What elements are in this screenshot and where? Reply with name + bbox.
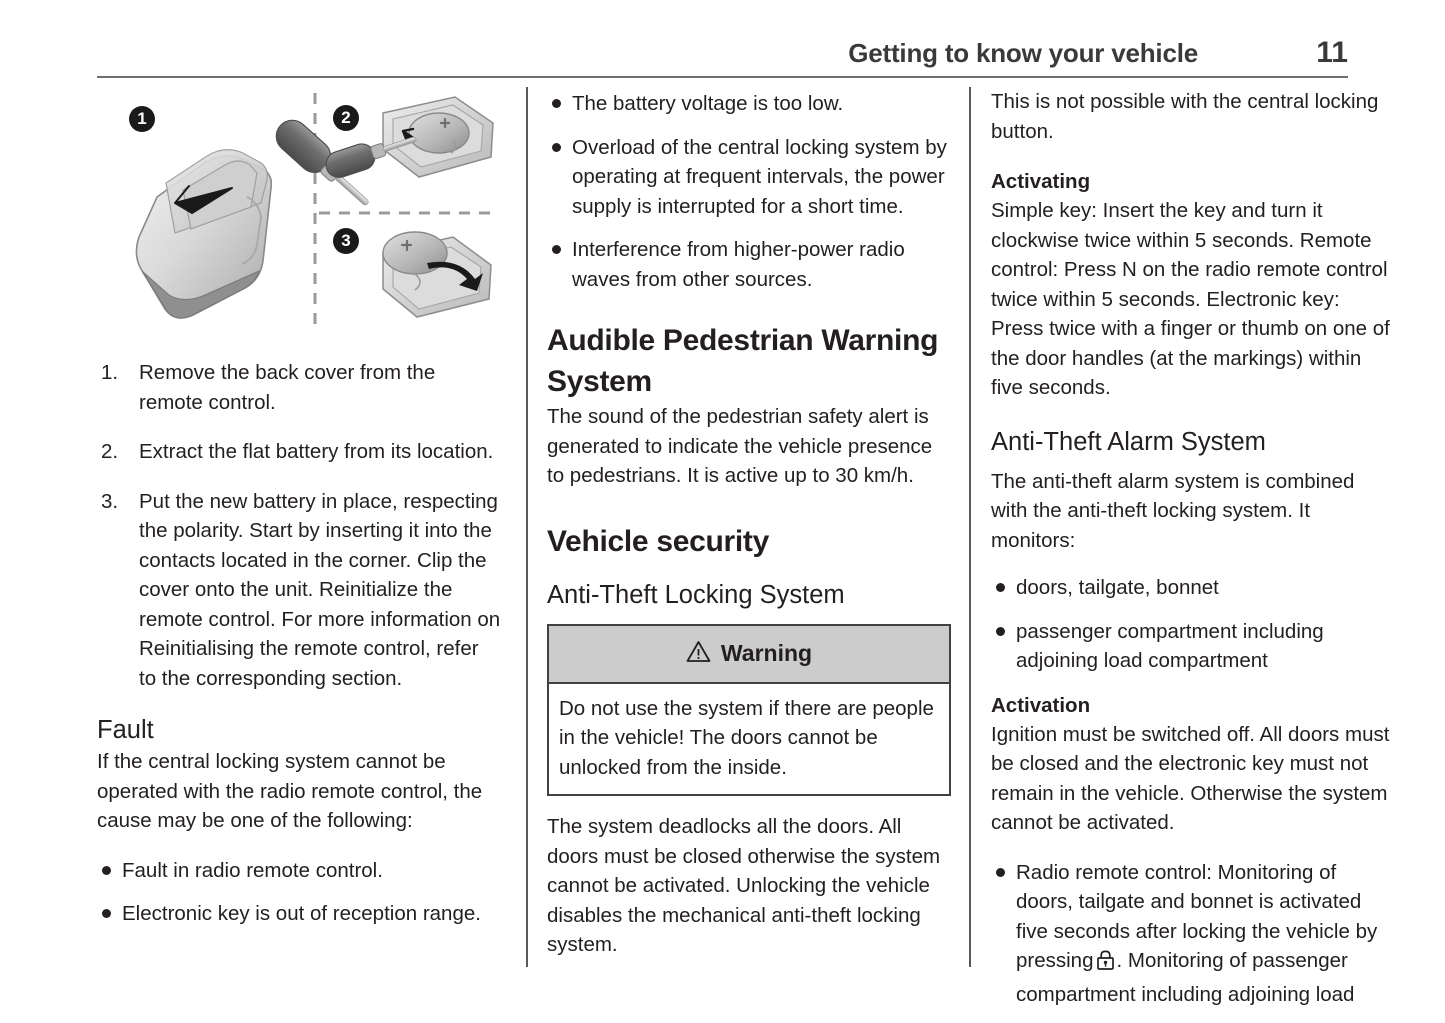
bullet-dot-icon xyxy=(996,627,1005,636)
list-item xyxy=(991,573,1395,603)
list-item xyxy=(97,437,501,467)
bullet-dot-icon xyxy=(996,583,1005,592)
list-item xyxy=(547,89,951,119)
activation-details-list xyxy=(991,858,1395,1010)
list-item-text: passenger compartment including adjoining load compartment xyxy=(1016,619,1324,672)
step-text: Extract the flat battery from its location. xyxy=(139,440,494,463)
column-divider-right xyxy=(969,87,971,967)
anti-theft-locking-system-heading: Anti-Theft Locking System xyxy=(547,580,845,609)
bullet-dot-icon xyxy=(552,245,561,254)
audible-pedestrian-warning-text: The sound of the pedestrian safety alert is generated to indicate the vehicle presence to pedestrians. It is active up to 30 km/h. xyxy=(547,405,933,487)
vehicle-security-heading: Vehicle security xyxy=(547,524,770,558)
header-divider-rule xyxy=(97,76,1348,78)
bullet-dot-icon xyxy=(102,909,111,918)
bullet-dot-icon xyxy=(552,143,561,152)
remote-control-battery-replacement-diagram xyxy=(97,85,501,340)
page-columns xyxy=(0,85,1445,1006)
fault-causes-continued-list xyxy=(547,89,951,294)
list-item-text: The battery voltage is too low. xyxy=(572,92,844,115)
list-item-text: Overload of the central locking system by operating at frequent intervals, the power supply is interrupted for a short time. xyxy=(572,135,947,218)
audible-pedestrian-warning-heading: Audible Pedestrian Warning System xyxy=(547,324,939,398)
anti-theft-alarm-text: The anti-theft alarm system is combined with the anti-theft locking system. It monitors: xyxy=(991,469,1355,552)
list-item xyxy=(97,899,501,929)
fault-heading: Fault xyxy=(97,716,154,744)
page-title: Getting to know your vehicle xyxy=(848,38,1198,68)
warning-triangle-icon xyxy=(686,640,711,668)
column-left xyxy=(97,85,501,943)
list-item-text-part1: Radio remote control: Monitoring of doors, tailgate and bonnet is activated five seconds after locking the vehicle xyxy=(1016,860,1362,943)
list-item xyxy=(97,856,501,886)
activation-text: Ignition must be switched off. All doors must be closed and the electronic key must not remain in the vehicle. Otherwise the system cannot be activated. xyxy=(991,722,1390,834)
bullet-dot-icon xyxy=(102,866,111,875)
list-item xyxy=(97,358,501,417)
activation-heading: Activation xyxy=(991,693,1091,717)
column-right xyxy=(991,85,1395,1023)
bullet-dot-icon xyxy=(552,99,561,108)
deadlock-description-text: The system deadlocks all the doors. All doors must be closed otherwise the system cannot be activated. Unlocking the vehicle disables the mechanical anti-theft locking system. xyxy=(547,815,941,956)
activating-heading: Activating xyxy=(991,170,1091,193)
column-middle xyxy=(547,85,951,960)
list-item-text: Interference from higher-power radio waves from other sources. xyxy=(572,238,905,291)
column-divider-left xyxy=(526,87,528,967)
list-item xyxy=(991,858,1395,1010)
list-item-text-part2: by pressing xyxy=(1016,919,1378,972)
list-item-text: Fault in radio remote control. xyxy=(122,858,383,882)
warning-box xyxy=(547,624,951,797)
diagram-step-badge-2: 2 xyxy=(333,105,359,131)
fault-intro-text: If the central locking system cannot be operated with the radio remote control, the cause may be one of the following: xyxy=(97,750,483,832)
activating-text: Simple key: Insert the key and turn it clockwise twice within 5 seconds. Remote control: Press N on the radio remote control twice within 5 seconds. Electronic key: Press twice with a finger or thumb on one of the door handles (at the markings) within five seconds. xyxy=(991,199,1390,399)
step-number: 2. xyxy=(101,440,119,463)
step-number: 3. xyxy=(101,489,119,513)
list-item-text: Electronic key is out of reception range. xyxy=(122,902,481,925)
warning-label: Warning xyxy=(720,640,813,666)
list-item-text: doors, tailgate, bonnet xyxy=(1016,576,1219,599)
padlock-icon xyxy=(1096,949,1115,980)
list-item-text-part3: . Monitoring of passenger compartment including adjoining load xyxy=(1016,949,1355,1006)
diagram-step-badge-3: 3 xyxy=(333,228,359,254)
warning-box-header xyxy=(549,626,949,684)
list-item xyxy=(97,487,501,694)
central-locking-note-text: This is not possible with the central locking button. xyxy=(991,90,1379,143)
step-text: Put the new battery in place, respecting the polarity. Start by inserting it into the contacts located in the corner. Clip the cover onto the unit. Reinitialize the remote control. For more information on Reinitialising the remote control, refer to the corresponding section. xyxy=(139,489,501,690)
list-item xyxy=(547,235,951,294)
step-text: Remove the back cover from the remote control. xyxy=(139,361,436,414)
fault-causes-list xyxy=(97,856,501,929)
battery-replacement-steps-list xyxy=(97,358,501,693)
bullet-dot-icon xyxy=(996,868,1005,877)
diagram-step-badge-1: 1 xyxy=(129,106,155,132)
page-number: 11 xyxy=(1316,36,1348,69)
warning-box-text: Do not use the system if there are people in the vehicle! The doors cannot be unlocked from the inside. xyxy=(559,696,934,779)
anti-theft-alarm-system-heading: Anti-Theft Alarm System xyxy=(991,427,1266,456)
page-header xyxy=(97,38,1348,74)
alarm-monitored-items-list xyxy=(991,573,1395,676)
list-item xyxy=(991,617,1395,676)
list-item xyxy=(547,133,951,222)
step-number: 1. xyxy=(101,361,119,384)
